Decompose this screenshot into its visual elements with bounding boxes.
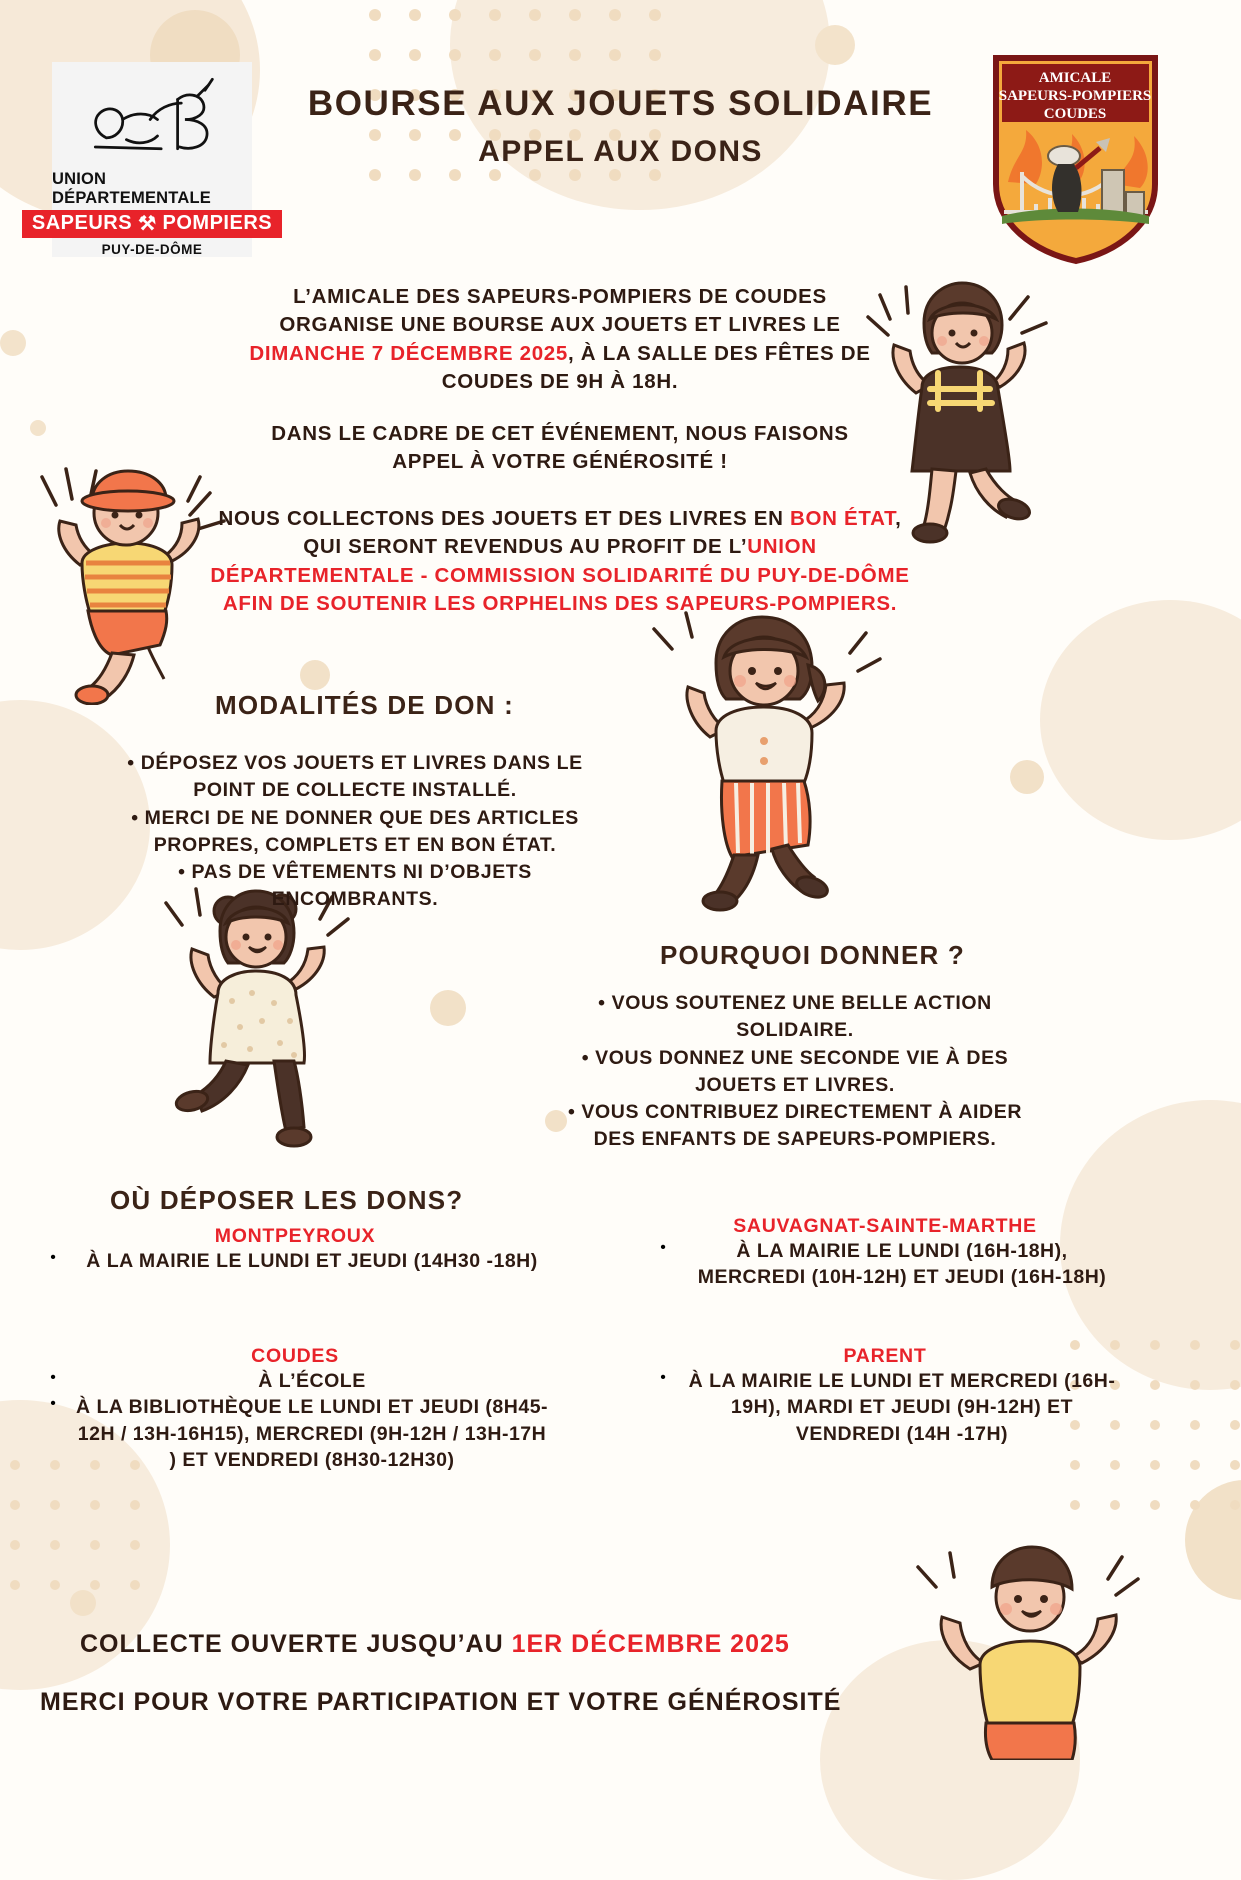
location-sauvagnat-entry-1 xyxy=(650,1238,1120,1291)
bullet-icon: • xyxy=(660,1239,666,1256)
pourquoi-list xyxy=(560,990,1030,1154)
location-parent xyxy=(650,1345,1120,1447)
ud-logo-line2: SAPEURS xyxy=(31,212,133,234)
ud-logo-band xyxy=(22,210,282,238)
intro-line1: L’AMICALE DES SAPEURS-POMPIERS DE COUDES xyxy=(293,285,827,308)
location-montpeyroux xyxy=(40,1225,550,1274)
collecte-highlight-orphelins: AFIN DE SOUTENIR LES ORPHELINS DES SAPEURS-POMPIERS. xyxy=(222,591,898,615)
modalites-heading: MODALITÉS DE DON : xyxy=(215,690,514,720)
fireman-axe-icon: ⚒ xyxy=(138,213,157,235)
ud-logo-line3: POMPIERS xyxy=(162,212,273,234)
appel-line2: APPEL À VOTRE GÉNÉROSITÉ ! xyxy=(392,450,728,474)
modalites-item-1: • DÉPOSEZ VOS JOUETS ET LIVRES DANS LE POINT DE COLLECTE INSTALLÉ. xyxy=(127,752,583,802)
pourquoi-item-1: • VOUS SOUTENEZ UNE BELLE ACTION SOLIDAIRE. xyxy=(598,992,992,1042)
pourquoi-item-2: • VOUS DONNEZ UNE SECONDE VIE À DES JOUETS ET LIVRES. xyxy=(581,1046,1009,1096)
modalites-list xyxy=(95,750,615,914)
pourquoi-item-3: • VOUS CONTRIBUEZ DIRECTEMENT À AIDER DES ENFANTS DE SAPEURS-POMPIERS. xyxy=(567,1101,1023,1151)
ud-logo-line1: UNION DÉPARTEMENTALE xyxy=(52,170,211,207)
ud-logo-line4: PUY-DE-DÔME xyxy=(101,242,203,257)
location-parent-name: PARENT xyxy=(843,1345,927,1367)
location-montpeyroux-entry-1 xyxy=(40,1248,550,1274)
collecte-highlight-union: UNION DÉPARTEMENTALE - COMMISSION SOLIDARITÉ DU PUY-DE-DÔME xyxy=(210,535,910,587)
location-montpeyroux-name: MONTPEYROUX xyxy=(214,1225,376,1247)
bullet-icon: • xyxy=(660,1369,666,1386)
location-coudes-entry-2-text: À LA BIBLIOTHÈQUE LE LUNDI ET JEUDI (8H45-12H / 13H-16H15), MERCREDI (9H-12H / 13H-17H ) ET VENDREDI (8H30-12H30) xyxy=(75,1396,549,1471)
crest-line2: SAPEURS-POMPIERS xyxy=(998,88,1152,104)
collecte-highlight-bon-etat: BON ÉTAT xyxy=(790,507,896,530)
location-parent-entry-1-text: À LA MAIRIE LE LUNDI ET MERCREDI (16H-19H), MARDI ET JEUDI (9H-12H) ET VENDREDI (14H -17H) xyxy=(688,1370,1116,1445)
location-sauvagnat-entry-1-text: À LA MAIRIE LE LUNDI (16H-18H), MERCREDI (10H-12H) ET JEUDI (16H-18H) xyxy=(697,1240,1107,1289)
location-parent-entry-1 xyxy=(650,1368,1120,1447)
collecte-deadline-date: 1ER DÉCEMBRE 2025 xyxy=(511,1630,790,1658)
location-sauvagnat-sainte-marthe xyxy=(650,1215,1120,1291)
collecte-part2: , QUI SERONT REVENDUS AU PROFIT DE L’ xyxy=(303,507,902,559)
collecte-deadline-prefix: COLLECTE OUVERTE JUSQU’AU xyxy=(80,1630,512,1658)
bullet-icon: • xyxy=(50,1249,56,1266)
intro-paragraph xyxy=(210,283,910,396)
bullet-icon: • xyxy=(50,1395,56,1413)
pourquoi-heading: POURQUOI DONNER ? xyxy=(660,940,965,970)
intro-line3: , À LA SALLE DES FÊTES DE xyxy=(568,341,871,365)
bullet-icon: • xyxy=(50,1369,56,1386)
location-coudes-entry-2 xyxy=(40,1394,550,1473)
crest-line3: COUDES xyxy=(1043,106,1107,122)
thanks-line: MERCI POUR VOTRE PARTICIPATION ET VOTRE GÉNÉROSITÉ xyxy=(40,1688,842,1716)
collecte-deadline xyxy=(80,1630,790,1659)
modalites-item-3: • PAS DE VÊTEMENTS NI D’OBJETS ENCOMBRANTS. xyxy=(178,861,532,911)
event-date: DIMANCHE 7 DÉCEMBRE 2025 xyxy=(249,341,569,365)
intro-line4: COUDES DE 9H À 18H. xyxy=(441,369,679,393)
location-sauvagnat-name: SAUVAGNAT-SAINTE-MARTHE xyxy=(733,1215,1037,1237)
ou-deposer-heading: OÙ DÉPOSER LES DONS? xyxy=(110,1185,464,1215)
appel-paragraph xyxy=(230,420,890,477)
location-coudes-entry-1 xyxy=(40,1368,550,1394)
crest-line1: AMICALE xyxy=(1038,70,1112,86)
location-coudes-name: COUDES xyxy=(251,1345,339,1367)
modalites-item-2: • MERCI DE NE DONNER QUE DES ARTICLES PROPRES, COMPLETS ET EN BON ÉTAT. xyxy=(131,806,579,856)
location-coudes-entry-1-text: À L’ÉCOLE xyxy=(258,1370,366,1392)
appel-line1: DANS LE CADRE DE CET ÉVÉNEMENT, NOUS FAISONS xyxy=(271,422,849,445)
intro-line2: ORGANISE UNE BOURSE AUX JOUETS ET LIVRES LE xyxy=(279,313,841,337)
location-coudes xyxy=(40,1345,550,1473)
page-subtitle: APPEL AUX DONS xyxy=(478,135,763,168)
page-title: BOURSE AUX JOUETS SOLIDAIRE xyxy=(307,84,934,123)
collecte-part1: NOUS COLLECTONS DES JOUETS ET DES LIVRES EN xyxy=(218,507,790,530)
location-montpeyroux-entry-1-text: À LA MAIRIE LE LUNDI ET JEUDI (14H30 -18H) xyxy=(86,1250,538,1272)
collecte-paragraph xyxy=(205,505,915,618)
